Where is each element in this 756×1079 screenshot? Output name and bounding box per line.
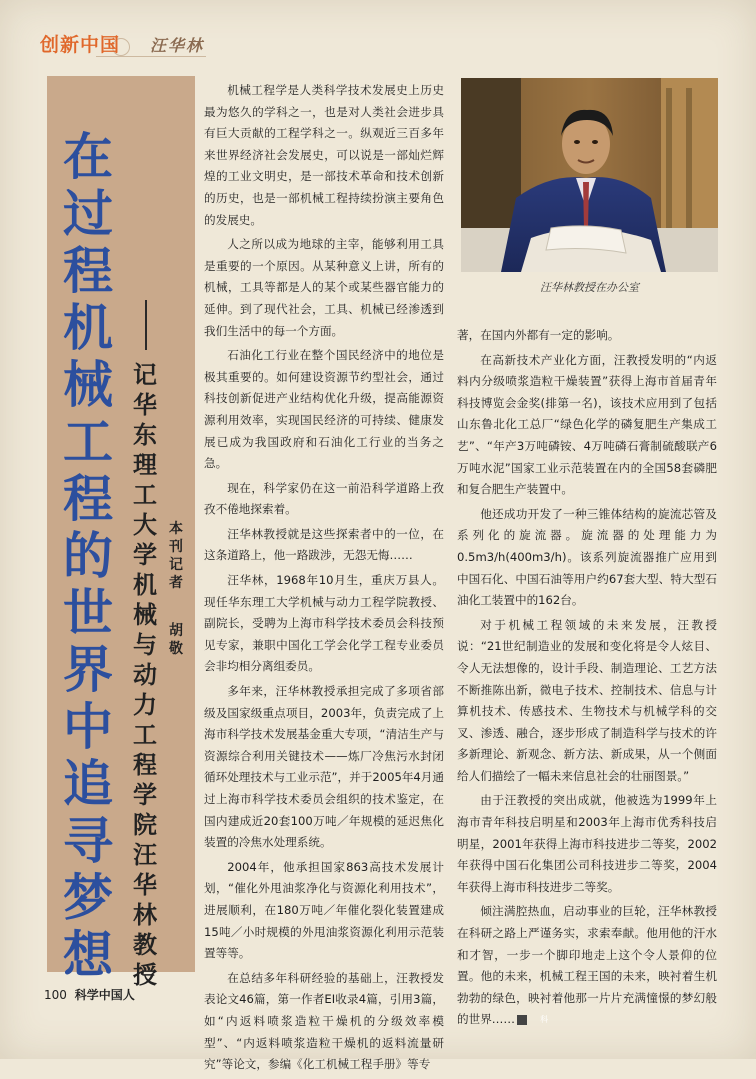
paragraph-text: 汪华林教授就是这些探索者中的一位，在这条道路上，他一路跋涉，无怨无悔……: [204, 526, 444, 563]
title-char: 想: [63, 925, 113, 984]
paragraph: [457, 325, 717, 347]
subtitle-char: 华: [133, 871, 157, 899]
paragraph-text: 由于汪教授的突出成就，他被选为1999年上海市青年科技启明星和2003年上海市优秀科技启明星，2001年获得上海市科技进步二等奖，2002年获得中国石化集团公司科技进步二等奖，2004年获得上海市科技进步二等奖。: [457, 793, 717, 894]
subtitle-char: 院: [133, 811, 157, 839]
byline-gap: [165, 592, 187, 622]
paragraph-text: 在总结多年科研经验的基础上，汪教授发表论文46篇，第一作者EI收录4篇，引用3篇，如“内返料喷浆造粒干燥机的分级效率模型”、“内返料喷浆造粒干燥机的返料流量研究”等论文，参编《化工机械工程手册》等专: [204, 970, 444, 1072]
paragraph: [204, 345, 444, 475]
subtitle-char: 程: [133, 751, 157, 779]
subtitle-char: 工: [133, 481, 157, 509]
subtitle-char: 东: [133, 421, 157, 449]
paragraph-text: 现在，科学家仍在这一前沿科学道路上孜孜不倦地探索着。: [204, 480, 444, 517]
paragraph-text: 对于机械工程领域的未来发展，汪教授说：“21世纪制造业的发展和变化将是令人炫目、令人无法想像的，设计手段、制造理论、工艺方法不断推陈出新，微电子技术、控制技术、信息与计算机技术、传感技术、生物技术与机械学科的交叉、渗透、融合，逐步形成了制造科学与技术的许多新理论、新观念、新方法、新成果，从一个侧面给人们描绘了一幅未来信息社会的壮丽图景。”: [457, 617, 717, 783]
title-char: 械: [63, 355, 113, 414]
text-column-1: [204, 80, 444, 1079]
paragraph: [204, 857, 444, 965]
title-char: 在: [63, 127, 113, 186]
article-subtitle: [125, 360, 165, 990]
paragraph: [204, 681, 444, 854]
paragraph: [204, 968, 444, 1076]
subtitle-char: 学: [133, 781, 157, 809]
title-char: 机: [63, 298, 113, 357]
subtitle-char: 华: [133, 391, 157, 419]
paragraph-text: 著，在国内外都有一定的影响。: [457, 328, 620, 342]
subtitle-char: 动: [133, 661, 157, 689]
title-char: 界: [63, 640, 113, 699]
title-char: 梦: [63, 868, 113, 927]
magazine-name: 科学中国人: [74, 988, 135, 1002]
subtitle-char: 大: [133, 511, 157, 539]
title-dash: [145, 300, 147, 350]
paragraph-text: 机械工程学是人类科学技术发展史上历史最为悠久的学科之一，也是对人类社会进步具有巨大贡献的工程学科之一。纵观近三百多年来世界经济社会发展史，可以说是一部灿烂辉煌的工业文明史，是一部技术革命和技术创新的历史，也是一部机械工程持续扮演主要角色的发展史。: [204, 83, 444, 227]
paragraph-text: 多年来，汪华林教授承担完成了多项省部级及国家级重点项目，2003年，负责完成了上海市科学技术发展基金重大专项，“清洁生产与资源综合利用关键技术——炼厂冷焦污水封闭循环处理技术与工业示范”，并于2005年4月通过上海市科学技术委员会组织的技术鉴定，在国内建成近20套100万吨／年规模的延迟焦化装置的冷焦水处理系统。: [204, 684, 444, 850]
portrait-image: [461, 78, 718, 272]
title-char: 中: [63, 697, 113, 756]
paragraph: [204, 570, 444, 678]
paragraph: [204, 524, 444, 567]
paragraph-text: 石油化工行业在整个国民经济中的地位是极其重要的。如何建设资源节约型社会，通过科技创新促进产业结构优化升级，提高能源资源利用效率，实现国民经济的可持续、健康发展已成为我国政府和石油化工行业的当务之急。: [204, 348, 444, 471]
section-tag: 创新中国: [40, 34, 121, 56]
subtitle-char: 机: [133, 571, 157, 599]
text-column-2: [457, 325, 717, 1034]
paragraph: [457, 615, 717, 788]
end-mark-icon: 科: [517, 1015, 527, 1025]
subtitle-char: 力: [133, 691, 157, 719]
subtitle-char: 授: [133, 961, 157, 989]
paragraph: [204, 234, 444, 342]
byline-role-char: 本: [169, 521, 183, 537]
paragraph-text: 在高新技术产业化方面，汪教授发明的“内返料内分级喷浆造粒干燥装置”获得上海市首届青年科技博览会金奖(排第一名)，该技术应用到了包括山东鲁北化工总厂“绿色化学的磷复肥生产集成工艺”、“年产3万吨磷铵、4万吨磷石膏制硫酸联产6万吨水泥”国家工业示范装置在内的全国58套磷肥和复合肥生产装置中。: [457, 352, 717, 497]
byline: [165, 520, 187, 658]
title-char: 追: [63, 754, 113, 813]
title-char: 寻: [63, 811, 113, 870]
page-number: 100: [44, 988, 67, 1002]
paragraph: [204, 80, 444, 231]
paragraph-text: 倾注满腔热血，启动事业的巨轮，汪华林教授在科研之路上严谨务实，求索奉献。他用他的汗水和才智，一步一个脚印地走上这个令人景仰的位置。他的未来，机械工程王国的未来，映衬着生机勃勃的绿色，映衬着他那一片片充满憧憬的梦幻般的世界……: [457, 904, 717, 1027]
byline-name-char: 敬: [169, 641, 183, 657]
title-char: 程: [63, 469, 113, 528]
page-footer: [44, 986, 135, 1003]
subtitle-char: 工: [133, 721, 157, 749]
subtitle-char: 械: [133, 601, 157, 629]
paragraph: [204, 478, 444, 521]
title-char: 的: [63, 526, 113, 585]
section-author-mark: 汪华林: [150, 36, 205, 55]
byline-role-char: 刊: [169, 539, 183, 555]
subtitle-char: 学: [133, 541, 157, 569]
title-char: 程: [63, 241, 113, 300]
subtitle-char: 教: [133, 931, 157, 959]
paragraph: [457, 350, 717, 501]
paragraph-text: 人之所以成为地球的主宰，能够利用工具是重要的一个原因。从某种意义上讲，所有的机械，工具等都是人的某个或某些器官能力的延伸。到了现代社会，工具、机械已经渗透到我们生活中的每一个方面。: [204, 237, 444, 338]
title-char: 过: [63, 184, 113, 243]
subtitle-char: 林: [133, 901, 157, 929]
subtitle-char: 记: [133, 361, 157, 389]
subtitle-char: 理: [133, 451, 157, 479]
paragraph-text: 汪华林，1968年10月生，重庆万县人。现任华东理工大学机械与动力工程学院教授、副院长，受聘为上海市科学技术委员会科技预见专家，兼职中国化工学会化学工程专业委员会非均相分离组委员。: [204, 573, 444, 674]
subtitle-char: 与: [133, 631, 157, 659]
paragraph: [457, 504, 717, 612]
byline-role-char: 者: [169, 575, 183, 591]
title-char: 世: [63, 583, 113, 642]
paragraph-text: 2004年，他承担国家863高技术发展计划，“催化外甩油浆净化与资源化利用技术”，进展顺利，在180万吨／年催化裂化装置建成15吨／小时规模的外甩油浆资源化利用示范装置等等。: [204, 859, 444, 961]
title-char: 工: [63, 412, 113, 471]
paragraph: [457, 790, 717, 898]
paragraph-text: 他还成功开发了一种三锥体结构的旋流芯管及系列化的旋流器。旋流器的处理能力为0.5m3/h(400m3/h)。该系列旋流器推广应用到中国石化、中国石油等用户约67套大型、特大型石油化工装置中的162台。: [457, 506, 717, 608]
subtitle-char: 汪: [133, 841, 157, 869]
photo-caption: 汪华林教授在办公室: [540, 281, 639, 294]
paragraph: [457, 901, 717, 1031]
byline-name-char: 胡: [169, 623, 183, 639]
article-title: [56, 128, 120, 983]
portrait-photo: [461, 78, 718, 272]
byline-role-char: 记: [169, 557, 183, 573]
